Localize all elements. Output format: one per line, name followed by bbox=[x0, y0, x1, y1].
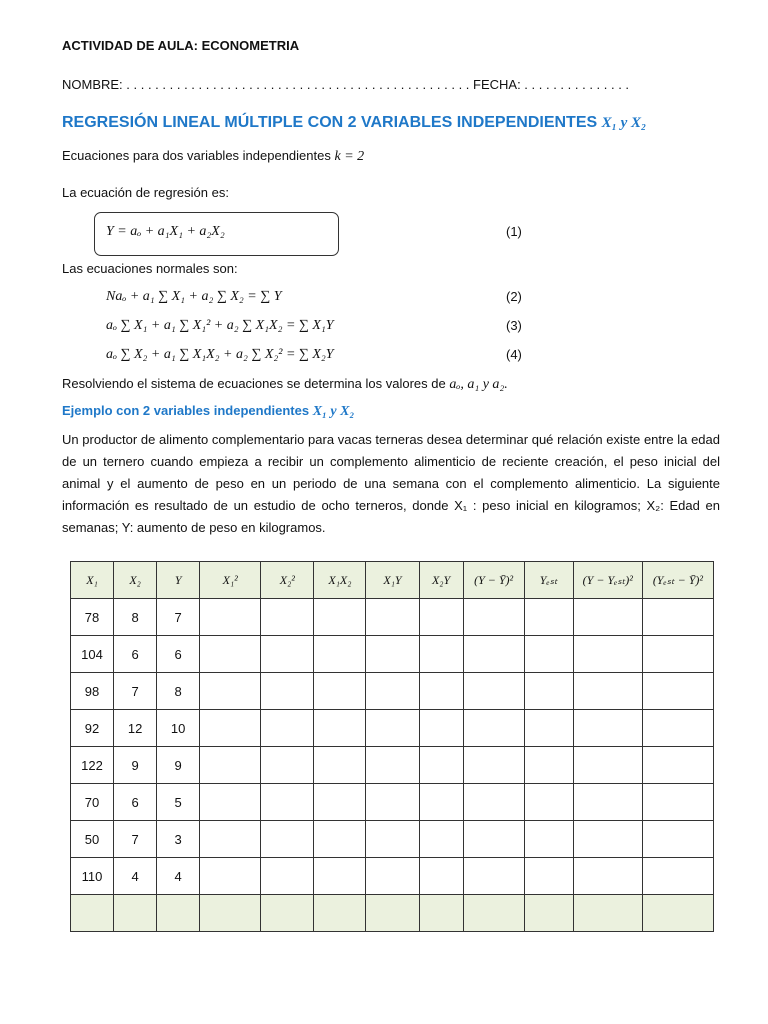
empty-cell bbox=[524, 710, 573, 747]
header-y-est: Yₑₛₜ bbox=[524, 562, 573, 599]
header-x2y: X₂Y bbox=[419, 562, 463, 599]
table-cell: 6 bbox=[114, 636, 157, 673]
table-cell: 98 bbox=[71, 673, 114, 710]
solve-math: aₒ, a₁ y a₂. bbox=[449, 377, 508, 392]
table-cell: 122 bbox=[71, 747, 114, 784]
empty-cell bbox=[419, 599, 463, 636]
normal-equation-4: aₒ ∑ X₂ + a₁ ∑ X₁X₂ + a₂ ∑ X₂² = ∑ X₂Y bbox=[106, 347, 334, 362]
table-cell: 7 bbox=[157, 599, 200, 636]
table-body bbox=[71, 599, 714, 895]
empty-cell bbox=[573, 710, 642, 747]
header-x1-squared: X₁² bbox=[200, 562, 261, 599]
header-x1: X₁ bbox=[71, 562, 114, 599]
empty-cell bbox=[366, 858, 419, 895]
empty-cell bbox=[366, 673, 419, 710]
empty-cell bbox=[314, 784, 366, 821]
empty-cell bbox=[573, 673, 642, 710]
table-cell: 9 bbox=[157, 747, 200, 784]
empty-cell bbox=[200, 636, 261, 673]
empty-cell bbox=[642, 673, 713, 710]
empty-cell bbox=[573, 636, 642, 673]
normal-equation-3: aₒ ∑ X₁ + a₁ ∑ X₁² + a₂ ∑ X₁X₂ = ∑ X₁Y bbox=[106, 318, 334, 333]
empty-cell bbox=[261, 784, 314, 821]
equation-number-4: (4) bbox=[506, 347, 522, 362]
table-cell: 4 bbox=[157, 858, 200, 895]
empty-cell bbox=[463, 710, 524, 747]
empty-cell bbox=[419, 747, 463, 784]
empty-cell bbox=[419, 673, 463, 710]
section-heading-text: REGRESIÓN LINEAL MÚLTIPLE CON 2 VARIABLES INDEPENDIENTES bbox=[62, 114, 598, 131]
empty-cell bbox=[463, 599, 524, 636]
empty-cell bbox=[573, 821, 642, 858]
empty-cell bbox=[261, 858, 314, 895]
empty-cell bbox=[261, 821, 314, 858]
table-row bbox=[71, 710, 714, 747]
section-heading-vars: X₁ y X₂ bbox=[601, 115, 647, 131]
empty-cell bbox=[642, 599, 713, 636]
table-cell: 3 bbox=[157, 821, 200, 858]
empty-cell bbox=[261, 710, 314, 747]
empty-cell bbox=[419, 858, 463, 895]
data-table bbox=[70, 561, 714, 932]
empty-cell bbox=[463, 673, 524, 710]
empty-cell bbox=[463, 858, 524, 895]
header-y-minus-ybar-sq: (Y − Ȳ)² bbox=[463, 562, 524, 599]
empty-cell bbox=[200, 599, 261, 636]
example-heading-vars: X₁ y X₂ bbox=[312, 404, 355, 419]
empty-cell bbox=[261, 747, 314, 784]
empty-cell bbox=[642, 710, 713, 747]
empty-cell bbox=[366, 784, 419, 821]
equation-number-3: (3) bbox=[506, 318, 522, 333]
empty-cell bbox=[261, 673, 314, 710]
empty-cell bbox=[463, 821, 524, 858]
table-cell: 70 bbox=[71, 784, 114, 821]
table-totals-row bbox=[71, 895, 714, 932]
empty-cell bbox=[524, 747, 573, 784]
empty-cell bbox=[314, 747, 366, 784]
table-row bbox=[71, 747, 714, 784]
document-title: ACTIVIDAD DE AULA: ECONOMETRIA bbox=[62, 38, 300, 53]
empty-cell bbox=[642, 821, 713, 858]
normal-equations-label: Las ecuaciones normales son: bbox=[62, 261, 238, 276]
intro-line bbox=[62, 147, 364, 166]
empty-cell bbox=[573, 784, 642, 821]
table-cell: 12 bbox=[114, 710, 157, 747]
normal-equation-2: Naₒ + a₁ ∑ X₁ + a₂ ∑ X₂ = ∑ Y bbox=[106, 289, 282, 304]
empty-cell bbox=[200, 673, 261, 710]
table-row bbox=[71, 784, 714, 821]
empty-cell bbox=[261, 636, 314, 673]
table-cell: 4 bbox=[114, 858, 157, 895]
empty-cell bbox=[463, 747, 524, 784]
empty-cell bbox=[463, 636, 524, 673]
header-x2: X₂ bbox=[114, 562, 157, 599]
empty-cell bbox=[366, 710, 419, 747]
table-cell: 92 bbox=[71, 710, 114, 747]
table-row bbox=[71, 858, 714, 895]
table-row bbox=[71, 821, 714, 858]
intro-math: k = 2 bbox=[334, 149, 365, 164]
empty-cell bbox=[524, 673, 573, 710]
empty-cell bbox=[314, 821, 366, 858]
empty-cell bbox=[524, 599, 573, 636]
equation-number-2: (2) bbox=[506, 289, 522, 304]
empty-cell bbox=[642, 636, 713, 673]
empty-cell bbox=[200, 858, 261, 895]
table-cell: 7 bbox=[114, 673, 157, 710]
table-cell: 5 bbox=[157, 784, 200, 821]
empty-cell bbox=[419, 710, 463, 747]
empty-cell bbox=[261, 599, 314, 636]
empty-cell bbox=[200, 784, 261, 821]
header-x1y: X₁Y bbox=[366, 562, 419, 599]
header-x2-squared: X₂² bbox=[261, 562, 314, 599]
table-cell: 6 bbox=[157, 636, 200, 673]
name-date-line: NOMBRE: . . . . . . . . . . . . . . . . . . . . . . . . . . . . . . . . . . . . . . . . . . . . . . . . FECHA: . . . . . . . . . . . . . . . bbox=[62, 77, 630, 92]
empty-cell bbox=[573, 599, 642, 636]
table-cell: 8 bbox=[114, 599, 157, 636]
empty-cell bbox=[524, 784, 573, 821]
table-row bbox=[71, 673, 714, 710]
empty-cell bbox=[314, 858, 366, 895]
empty-cell bbox=[314, 710, 366, 747]
table-cell: 6 bbox=[114, 784, 157, 821]
empty-cell bbox=[366, 821, 419, 858]
empty-cell bbox=[573, 747, 642, 784]
empty-cell bbox=[314, 599, 366, 636]
empty-cell bbox=[200, 710, 261, 747]
example-heading bbox=[62, 403, 354, 420]
empty-cell bbox=[524, 636, 573, 673]
table-row bbox=[71, 636, 714, 673]
empty-cell bbox=[200, 821, 261, 858]
solve-line bbox=[62, 375, 508, 394]
empty-cell bbox=[200, 747, 261, 784]
empty-cell bbox=[573, 858, 642, 895]
empty-cell bbox=[463, 784, 524, 821]
example-heading-text: Ejemplo con 2 variables independientes bbox=[62, 403, 310, 418]
header-yest-minus-ybar-sq: (Yₑₛₜ − Ȳ)² bbox=[642, 562, 713, 599]
table-row bbox=[71, 599, 714, 636]
empty-cell bbox=[366, 599, 419, 636]
empty-cell bbox=[366, 636, 419, 673]
intro-text: Ecuaciones para dos variables independientes bbox=[62, 148, 331, 163]
section-heading bbox=[62, 114, 646, 132]
table-header-row bbox=[71, 562, 714, 599]
table-cell: 104 bbox=[71, 636, 114, 673]
empty-cell bbox=[524, 821, 573, 858]
header-y: Y bbox=[157, 562, 200, 599]
regression-label: La ecuación de regresión es: bbox=[62, 185, 229, 200]
empty-cell bbox=[314, 673, 366, 710]
empty-cell bbox=[642, 858, 713, 895]
equation-number-1: (1) bbox=[506, 224, 522, 239]
example-paragraph: Un productor de alimento complementario para vacas terneras desea determinar qué relación existe entre la edad de un ternero cuando empieza a recibir un complemento alimenticio de reciente creación, el peso inicial del animal y el aumento de peso en un periodo de una semana con el complemento alimenticio. La siguiente información es resultado de un estudio de ocho terneros, donde X₁ : peso inicial en kilogramos; X₂: Edad en semanas; Y: aumento de peso en kilogramos. bbox=[62, 432, 720, 535]
table-cell: 110 bbox=[71, 858, 114, 895]
table-cell: 8 bbox=[157, 673, 200, 710]
table-cell: 10 bbox=[157, 710, 200, 747]
regression-equation-box bbox=[94, 212, 339, 256]
empty-cell bbox=[524, 858, 573, 895]
empty-cell bbox=[419, 821, 463, 858]
empty-cell bbox=[419, 636, 463, 673]
header-x1x2: X₁X₂ bbox=[314, 562, 366, 599]
table-cell: 78 bbox=[71, 599, 114, 636]
solve-text: Resolviendo el sistema de ecuaciones se determina los valores de bbox=[62, 376, 446, 391]
empty-cell bbox=[642, 747, 713, 784]
regression-equation: Y = aₒ + a₁X₁ + a₂X₂ bbox=[106, 224, 225, 239]
table-cell: 50 bbox=[71, 821, 114, 858]
table-cell: 7 bbox=[114, 821, 157, 858]
empty-cell bbox=[366, 747, 419, 784]
empty-cell bbox=[314, 636, 366, 673]
empty-cell bbox=[642, 784, 713, 821]
header-y-minus-yest-sq: (Y − Yₑₛₜ)² bbox=[573, 562, 642, 599]
empty-cell bbox=[419, 784, 463, 821]
table-cell: 9 bbox=[114, 747, 157, 784]
